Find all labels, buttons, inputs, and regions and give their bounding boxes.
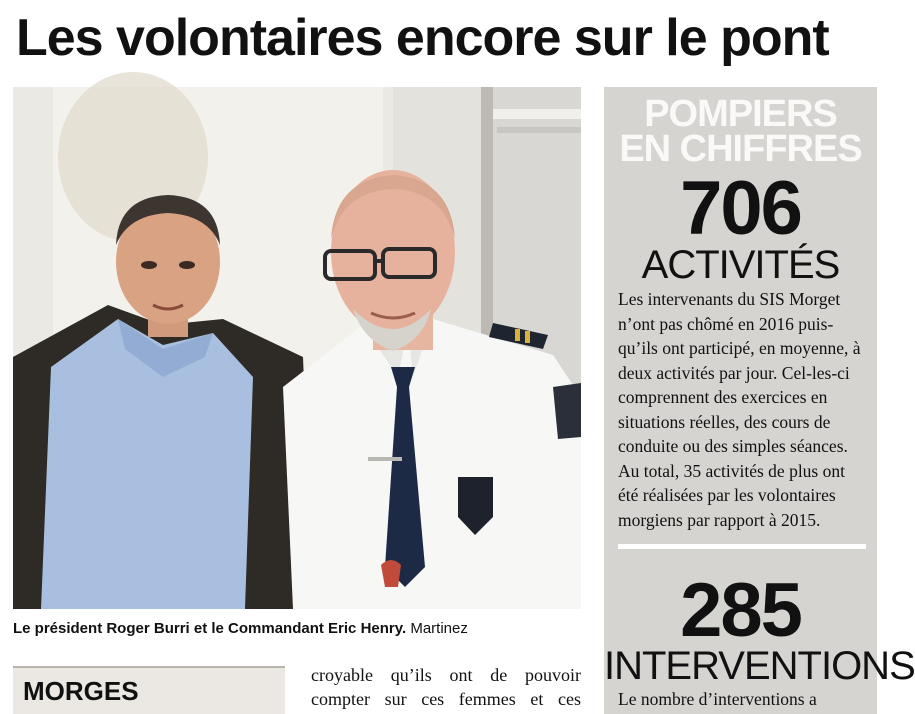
stat-number-interventions: 285 (680, 568, 801, 653)
kicker-line-1: POMPIERS (644, 93, 837, 135)
stats-sidebar (604, 87, 915, 714)
kicker-line-2: EN CHIFFRES (619, 128, 862, 170)
sidebar-divider (618, 544, 866, 549)
stat-text-activities: Les intervenants du SIS Morget n’ont pas chômé en 2016 puis-qu’ils ont participé, en moyenne, à deux activités par jour. Cel-les-ci comprennent des exercices en situations réelles, des cours de conduite ou des simples séances. Au total, 35 activités de plus ont été réalisées par les volontaires morgiens par rapport à 2015. (618, 289, 861, 530)
section-label-text: MORGES (23, 676, 139, 706)
stat-text-interventions: Le nombre d’interventions a (618, 689, 817, 709)
headline: Les volontaires encore sur le pont (16, 9, 829, 67)
photo-credit: Martinez (410, 620, 468, 637)
photo-caption (13, 619, 593, 639)
caption-text: Le président Roger Burri et le Commandant Eric Henry. (13, 620, 407, 637)
article-photo (13, 87, 581, 609)
stat-label-interventions: INTERVENTIONS (604, 644, 915, 688)
stat-number-activities: 706 (680, 166, 801, 251)
sidebar-kicker (604, 93, 877, 170)
article-body: croyable qu’ils ont de pouvoir compter sur ces femmes et ces (311, 665, 581, 709)
stat-label-activities: ACTIVITÉS (641, 243, 840, 287)
section-label (13, 666, 285, 714)
